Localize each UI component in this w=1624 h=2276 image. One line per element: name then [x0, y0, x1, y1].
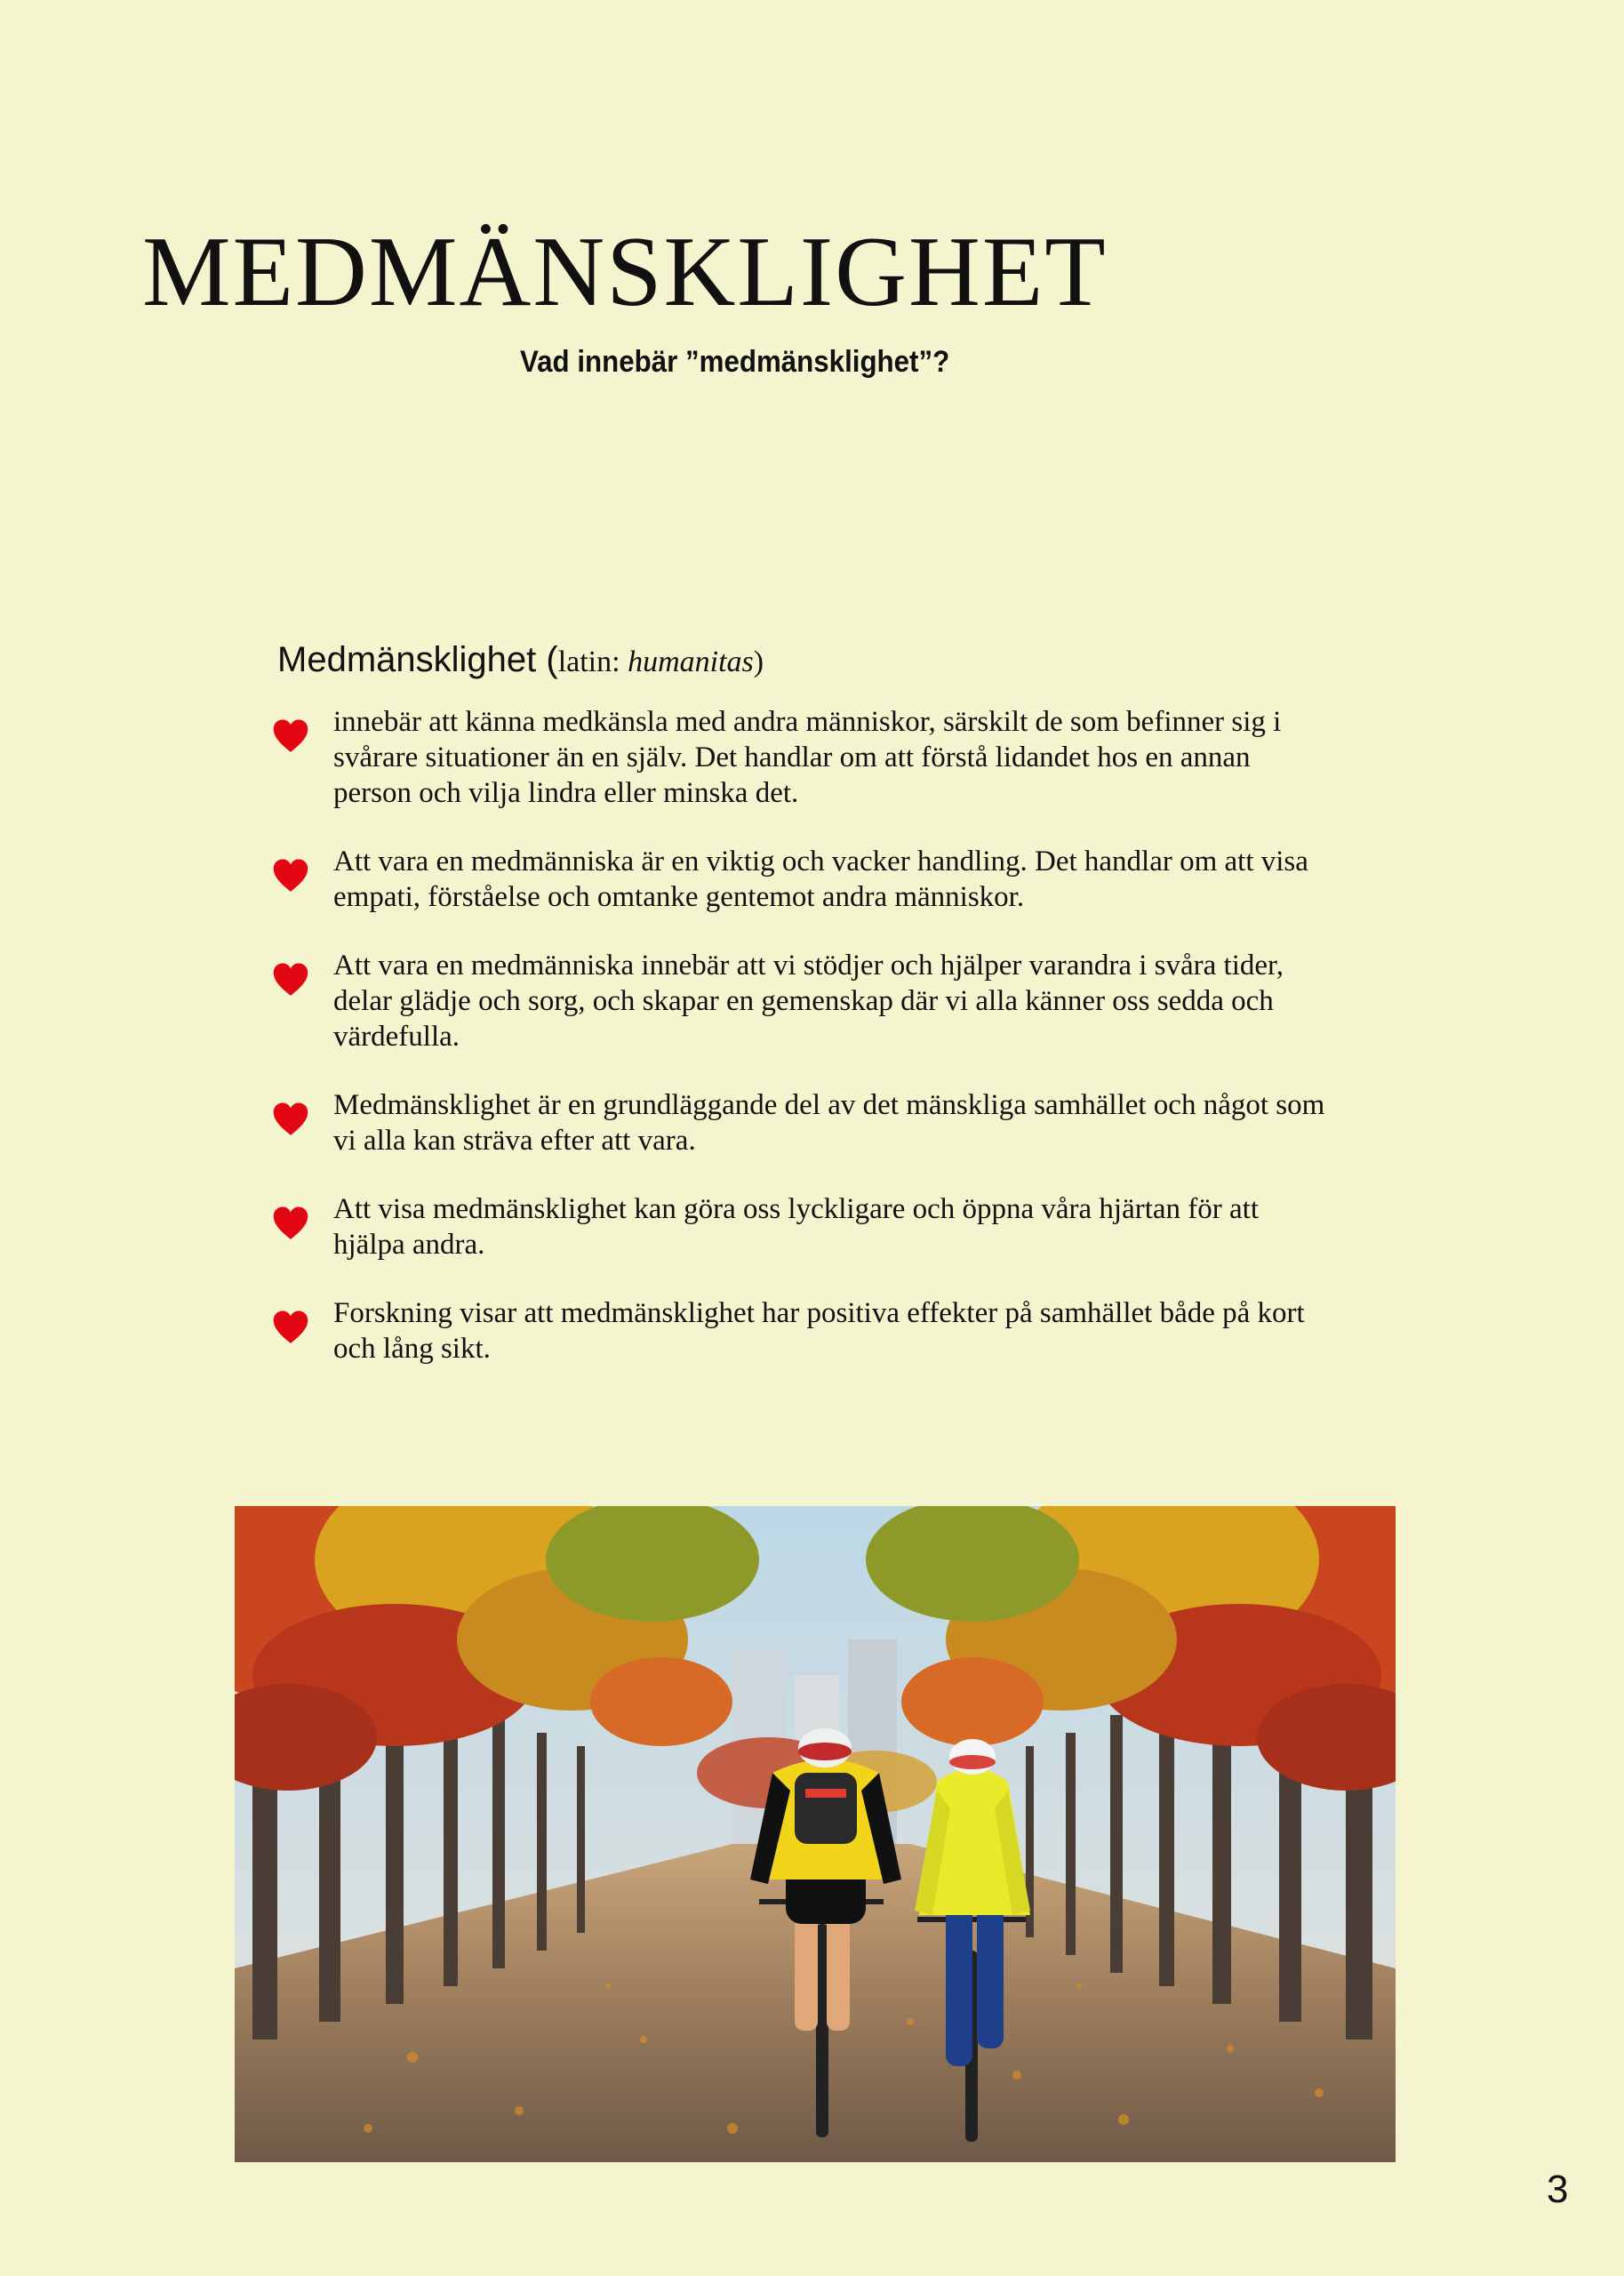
- bullet-text: Medmänsklighet är en grundläggande del av det mänskliga samhället och något som vi alla kan sträva efter att vara.: [333, 1089, 1325, 1157]
- heading-close: ): [753, 645, 764, 678]
- bullet-list: [267, 704, 1333, 1399]
- page-number: 3: [1547, 2168, 1569, 2211]
- list-item: [267, 948, 1333, 1054]
- bullet-text: innebär att känna medkänsla med andra människor, särskilt de som befinner sig i svårare situationer än en själv. Det handlar om att förstå lidandet hos en annan person och vilja lindra eller minska det.: [333, 706, 1282, 809]
- heading-latin-prefix: latin:: [557, 645, 628, 678]
- bullet-text: Att vara en medmänniska är en viktig och vacker handling. Det handlar om att visa empati, förståelse och omtanke gentemot andra människor.: [333, 845, 1308, 913]
- page-title: MEDMÄNSKLIGHET: [142, 217, 1108, 327]
- list-item: [267, 844, 1333, 915]
- list-item: [267, 1191, 1333, 1262]
- bullet-text: Forskning visar att medmänsklighet har positiva effekter på samhället både på kort och lång sikt.: [333, 1297, 1305, 1365]
- list-item: [267, 1295, 1333, 1366]
- bullet-text: Att visa medmänsklighet kan göra oss lyckligare och öppna våra hjärtan för att hjälpa andra.: [333, 1193, 1260, 1261]
- heart-icon: [271, 856, 310, 895]
- cyclists-photo: [235, 1506, 1396, 2162]
- heading-latin-word: humanitas: [628, 645, 754, 678]
- page-subtitle: Vad innebär ”medmänsklighet”?: [520, 345, 950, 379]
- heart-icon: [271, 717, 310, 756]
- list-item: [267, 1087, 1333, 1158]
- bullet-text: Att vara en medmänniska innebär att vi stödjer och hjälper varandra i svåra tider, delar glädje och sorg, och skapar en gemenskap där vi alla känner oss sedda och värdefulla.: [333, 950, 1284, 1053]
- heart-icon: [271, 1204, 310, 1243]
- heart-icon: [271, 1100, 310, 1139]
- list-item: [267, 704, 1333, 811]
- section-heading: [277, 638, 764, 680]
- heart-icon: [271, 960, 310, 999]
- heading-term: Medmänsklighet (: [277, 640, 558, 679]
- heart-icon: [271, 1308, 310, 1347]
